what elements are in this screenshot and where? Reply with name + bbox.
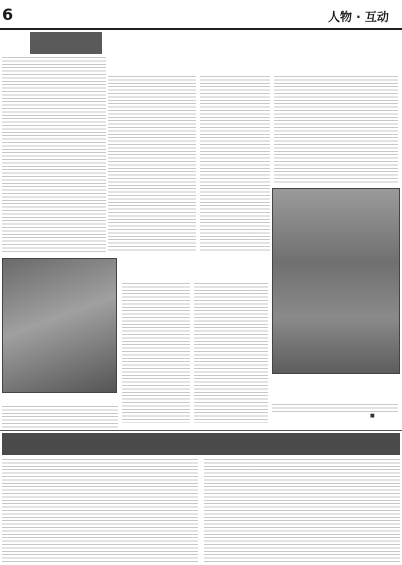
article2-photo-caption [2, 395, 120, 404]
article3-banner [2, 433, 400, 455]
header-rule [0, 28, 402, 30]
page-number: 6 [2, 5, 14, 24]
article1-text-col1 [2, 57, 106, 253]
article2-text-col1 [2, 406, 118, 428]
article2-text-col4 [272, 404, 398, 412]
section-divider [0, 430, 402, 431]
article2-text-col3 [194, 283, 268, 423]
article1-photo-caption [272, 379, 400, 401]
section-title: 人物 · 互动 [328, 10, 389, 24]
article2-text-col2 [122, 283, 190, 423]
end-mark: ■ [370, 413, 375, 419]
article3-text-col2 [204, 459, 400, 563]
article2-photo [2, 258, 117, 393]
column-tag [30, 32, 102, 54]
article3-text-col1 [2, 459, 198, 563]
article1-photo [272, 188, 400, 374]
article1-text-col4 [274, 76, 398, 184]
article1-text-col2 [108, 76, 196, 252]
article1-text-col3 [200, 76, 270, 252]
